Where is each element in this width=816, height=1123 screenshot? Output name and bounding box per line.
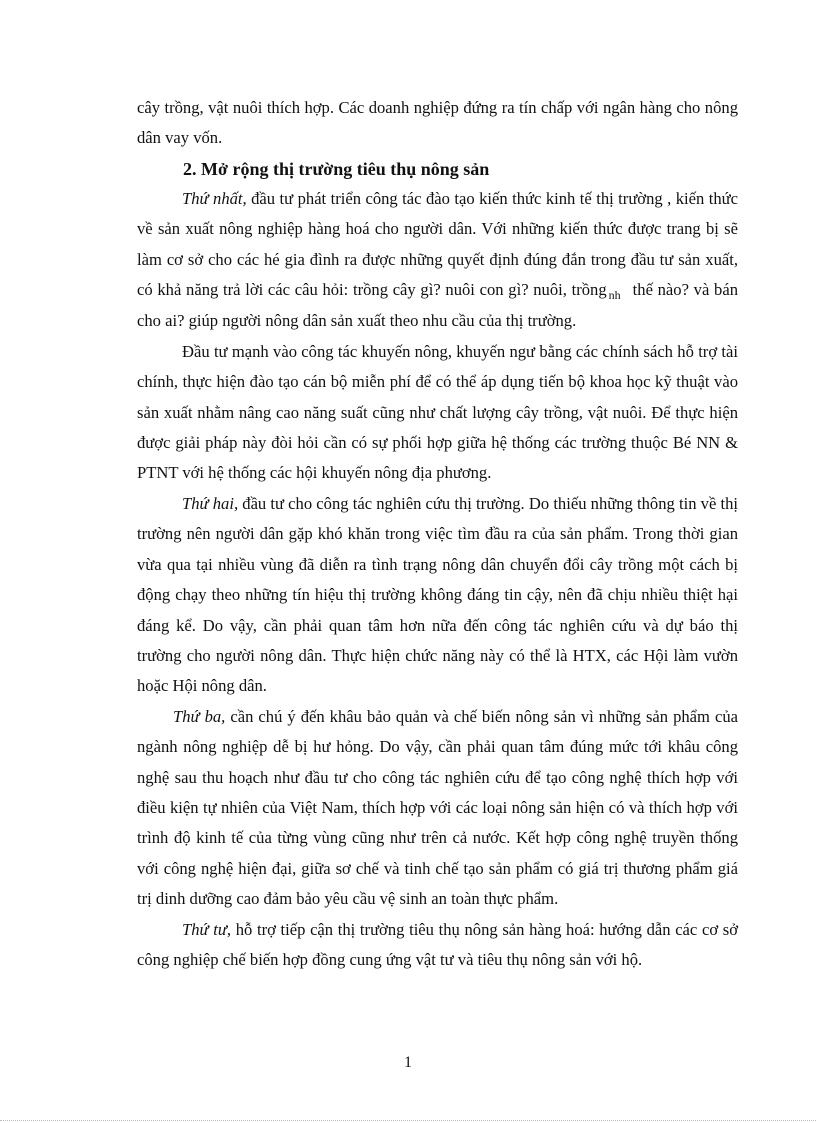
paragraph-fourth-lead: Thứ tư, [182, 919, 232, 939]
stray-subscript: nh [608, 288, 621, 303]
paragraph-first-lead: Thứ nhất, [182, 188, 247, 208]
paragraph-third-text: cần chú ý đến khâu bảo quản và chế biến nông sản vì những sản phẩm của ngành nông nghiệp dễ bị hư hỏng. Do vậy, cần phải quan tâm đúng mức tới khâu công nghệ sau thu hoạch như đầu tư cho công tác nghiên cứu để tạo công nghệ thích hợp với điều kiện tự nhiên của Việt Nam, thích hợp với các loại nông sản hiện có và thích hợp với trình độ kinh tế của từng vùng cũng như trên cả nước. Kết hợp công nghệ truyền thống với công nghệ hiện đại, giữa sơ chế và tinh chế tạo sản phẩm có giá trị thương phẩm giá trị dinh dưỡng cao đảm bảo yêu cầu vệ sinh an toàn thực phẩm. [137, 706, 739, 909]
section-heading: 2. Mở rộng thị trường tiêu thụ nông sản [183, 158, 490, 179]
page-number: 1 [404, 1054, 412, 1071]
paragraph-first-text-b: thế nào? và bán cho ai? giúp người nông dân sản xuất theo nhu cầu của thị trường. [137, 280, 738, 331]
page-bottom-divider [0, 1120, 816, 1121]
paragraph-extension: Đầu tư mạnh vào công tác khuyến nông, khuyến ngư bằng các chính sách hỗ trợ tài chính, thực hiện đào tạo cán bộ miễn phí để có thể áp dụng tiến bộ khoa học kỹ thuật vào sản xuất nhằm nâng cao năng suất cũng như chất lượng cây trồng, vật nuôi. Để thực hiện được giải pháp này đòi hỏi cần có sự phối hợp giữa hệ thống các trường thuộc Bé NN & PTNT với hệ thống các hội khuyến nông địa phương. [137, 341, 738, 483]
paragraph-third-lead: Thứ ba, [173, 706, 226, 726]
paragraph-fourth-text: hỗ trợ tiếp cận thị trường tiêu thụ nông sản hàng hoá: hướng dẫn các cơ sở công nghiệp chế biến hợp đồng cung ứng vật tư và tiêu thụ nông sản với hộ. [137, 919, 738, 969]
document-body [137, 93, 738, 975]
paragraph-first [137, 184, 738, 337]
paragraph-third [137, 702, 738, 915]
paragraph-fourth [137, 915, 738, 976]
paragraph-second [137, 489, 738, 702]
paragraph-second-lead: Thứ hai, [182, 493, 239, 513]
paragraph-second-text: đầu tư cho công tác nghiên cứu thị trường. Do thiếu những thông tin về thị trường nên người dân gặp khó khăn trong việc tìm đầu ra của sản phẩm. Trong thời gian vừa qua tại nhiều vùng đã diễn ra tình trạng nông dân chuyển đổi cây trồng một cách bị động chạy theo những tín hiệu thị trường không đáng tin cậy, nên đã chịu nhiều thiệt hại đáng kể. Do vậy, cần phải quan tâm hơn nữa đến công tác nghiên cứu và dự báo thị trường cho người nông dân. Thực hiện chức năng này có thể là HTX, các Hội làm vườn hoặc Hội nông dân. [137, 493, 739, 696]
intro-paragraph: cây trồng, vật nuôi thích hợp. Các doanh nghiệp đứng ra tín chấp với ngân hàng cho nông dân vay vốn. [137, 98, 738, 148]
paragraph-first-text-a: đầu tư phát triển công tác đào tạo kiến thức kinh tế thị trường , kiến thức về sản xuất nông nghiệp hàng hoá cho người dân. Với những kiến thức được trang bị sẽ làm cơ sở cho các hé gia đình ra được những quyết định đúng đắn trong đầu tư sản xuất, có khả năng trả lời các câu hỏi: trồng cây gì? nuôi con gì? nuôi, trồng [137, 188, 739, 300]
